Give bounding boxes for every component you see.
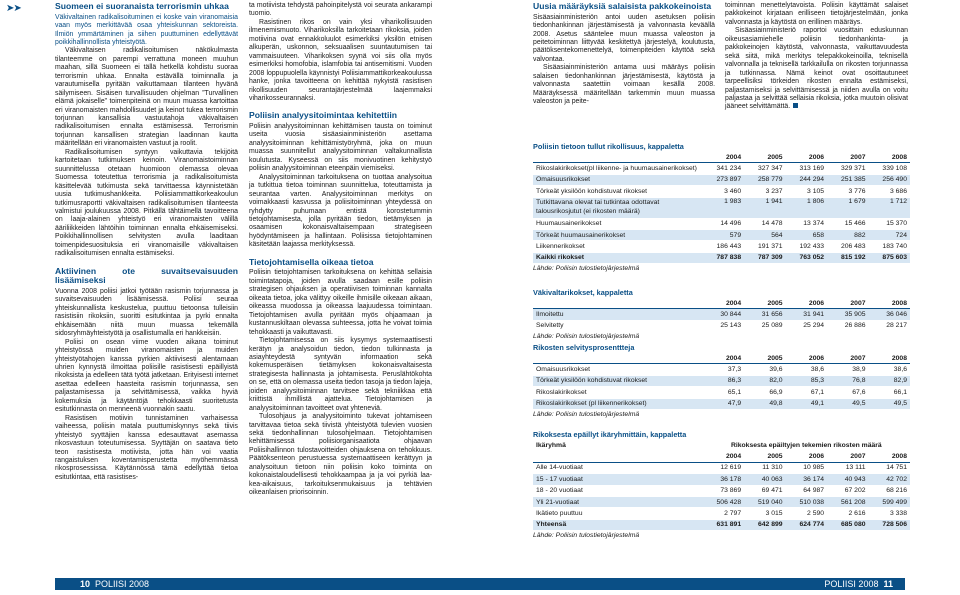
section-title: Aktiivinen ote suvaitsevaisuuden lisäämiseksi	[55, 265, 238, 286]
table-row: 18 - 20 vuotiaat 73 869 69 471 64 987 67 202 68 216	[533, 485, 910, 496]
year-header: 2007	[827, 298, 868, 309]
table-title: Poliisin tietoon tullut rikollisuus, kappaletta	[533, 142, 684, 151]
table-source: Lähde: Poliisin tulostietojärjestelmä	[533, 410, 640, 418]
year-header: 2007	[827, 152, 868, 163]
footer-left	[55, 578, 485, 590]
table-row: Omaisuusrikokset 273 897 258 779 244 294 251 385 256 490	[533, 174, 910, 185]
group-label: Ikäryhmä	[533, 440, 703, 451]
year-header: 2008	[869, 451, 910, 462]
year-header: 2004	[703, 298, 744, 309]
year-header: 2005	[744, 451, 785, 462]
age-group-table	[533, 430, 910, 541]
column-3	[533, 2, 715, 107]
table-source: Lähde: Poliisin tulostietojärjestelmä	[533, 333, 640, 341]
paragraph: toiminnan menettelytavoista. Poliisin käyttämät salaiset pakkokeinot kirjataan erilliseen tietojärjestelmään, jonka valvonnasta ja käytöstä on erillinen määräys.	[725, 2, 908, 26]
table-title: Rikoksesta epäillyt ikäryhmittäin, kappaletta	[533, 430, 687, 439]
paragraph: Vuonna 2008 poliisi jatkoi työtään rasismin torjunnassa ja suvaitsevaisuuden lisäämisessä. Poliisi seuraa yhteiskunnallista keskustelua, puuttuu tietoonsa tulleisiin rasistisiin rikoksiin, suoritti esitutkintaa ja pyrki ennalta ehkäisemään niitä muun muassa tekemällä sidosryhmäyhteistyötä ja osallistumalla eri hankkeisiin.	[55, 287, 238, 338]
publication-name: POLIISI 2008	[95, 579, 150, 589]
table-total-row: Kaikki rikokset 787 838 787 309 763 052 815 192 875 603	[533, 252, 910, 263]
table-header-row	[533, 298, 910, 309]
table-row: Ilmoitettu 30 844 31 656 31 941 35 905 36 046	[533, 309, 910, 320]
table-header-row	[533, 353, 910, 364]
table-row: Törkeät yksilöön kohdistuvat rikokset 3 460 3 237 3 105 3 776 3 686	[533, 186, 910, 197]
year-header: 2006	[786, 298, 827, 309]
table-row: Huumausainerikokset 14 496 14 478 13 374 15 466 15 370	[533, 218, 910, 229]
year-header: 2004	[703, 353, 744, 364]
table-source: Lähde: Poliisin tulostietojärjestelmä	[533, 532, 640, 540]
year-header: 2006	[786, 152, 827, 163]
column-4	[725, 2, 908, 112]
table-total-row: Yhteensä 631 891 642 899 624 774 685 080 728 506	[533, 519, 910, 530]
paragraph: Sisäasiainministeriön antoi uuden asetuksen poliisin tiedonhankinnan järjestämisestä ja valvonnasta keväällä 2008. Asetus sääntelee muun muassa valeoston ja peitetoiminnan liittyvää keskitettyä järjestelyä, koulutusta, päätöksentekomenettelyä, toimenpiteiden käyttöä sekä valvontaa.	[533, 13, 715, 63]
table-row: Rikoslakirikokset (pl liikennerikokset) 47,9 49,8 49,1 49,5 49,5	[533, 398, 910, 409]
year-header: 2005	[744, 298, 785, 309]
section-title: Suomeen ei suoranaista terrorismin uhkaa	[55, 1, 229, 11]
publication-name: POLIISI 2008	[824, 579, 879, 589]
paragraph-text: Sisäasiainministeriö raportoi vuosittain eduskunnan oikeusasiamiehelle poliisin tiedonhankinta- ja pakkokeinojen käytöstä, valvonnasta, vaikuttavuudesta sekä siitä, mikä merkitys telepakkokeinoilla, teknisellä valvonnalla ja teknisellä tarkkailulla on rikosten torjunnassa ja tutkinnassa. Nämä keinot ovat osoittautuneet tarpeellisiksi törkeiden rikosten ennalta estämiseksi, paljastamiseksi ja selvittämisessä ja niiden avulla on voitu paljastaa ja selvittää sellaisia rikoksia, jotka muutoin olisivat jääneet selvittämättä.	[725, 27, 908, 111]
table-row: 15 - 17 vuotiaat 36 178 40 063 36 174 40 943 42 702	[533, 474, 910, 485]
year-header: 2008	[869, 152, 910, 163]
paragraph: Sisäasiainministeriön antama uusi määräys poliisin salaisen tiedonhankinnan järjestämisestä, käytöstä ja valvonnasta saatettiin voimaan kesällä 2008. Määräyksessä määritellään tarkemmin muun muassa valeoston ja peite-	[533, 64, 715, 106]
column-1	[55, 2, 238, 482]
year-header: 2004	[703, 152, 744, 163]
paragraph: Radikalisoitumisen syntyyn vaikuttavia tekijöitä kartoitetaan tutkimuksen keinoin. Viranomaistoiminnan suunnittelussa otetaan huomioon olemassa olevaa Suomessa toteutettua terrorismia ja radikalisoitumista käsittelevää tutkimusta sekä tarvittaessa käynnistetään uusia tutkimushankkeita. Poliisiammattikorkeakoulun tutkimusraportti väkivaltaisen radikalisoitumisen tilanteesta valmistui joulukuussa 2008. Pitkällä tähtäimellä tavoitteena on laaja-alainen yhteistyö eri viranomaisten välillä ääriliikkeiden lähtöihin toiminnan ennalta ehkäisemiseksi. Poikkihallinnollisen selvitysten avulla laaditaan toimenpidesuosituksia eri viranomaisille väkivaltaisen radikalisoitumisen ennalta estämiseksi.	[55, 148, 238, 258]
year-header: 2008	[869, 353, 910, 364]
table-row: Tutkittavana olevat tai tutkintaa odottavat talousrikosjutut (ei rikosten määrä) 1 983 1 941 1 806 1 679 1 712	[533, 197, 910, 218]
table-row: Alle 14-vuotiaat 12 619 11 310 10 985 13 111 14 751	[533, 462, 910, 473]
year-header: 2006	[786, 353, 827, 364]
year-header: 2007	[827, 353, 868, 364]
page-number: 10	[80, 579, 91, 589]
column-2	[249, 2, 432, 498]
page-number: 11	[883, 579, 893, 589]
paragraph: Rasistinen rikos on vain yksi viharikollisuuden ilmenemismuoto. Viharikoksilla tarkoitetaan rikoksia, joiden motiivina ovat ennakkoluulot esimerkiksi yksilön etnisen alkuperän, uskonnon, seksuaalisen suuntautumisen tai vammaisuuteen. Viharikoksen syynä voi siis olla myös esimerkiksi homofobia, islamfobia tai antisemitismi. Vuoden 2008 loppupuolella käynnistyi Poliisiammattikorkeakoulussa hanke, jonka tavoitteena on kehittää nykyistä rasistisen rikollisuuden seurantajärjestelmää laajemmaksi viharikosseurannaksi.	[249, 18, 432, 102]
lead-paragraph: Väkivaltainen radikalisoituminen ei koske vain viranomaisia vaan myös merkittävää osaa yhteiskunnan sektoreista. Ilmiön ymmärtäminen ja siihen puuttuminen edellyttävät poikkihallinnollista yhteistyötä.	[55, 13, 238, 46]
table-row: Omaisuusrikokset 37,3 39,6 38,6 38,9 38,6	[533, 364, 910, 375]
table-row: Yli 21-vuotiaat 506 428 519 040 510 038 561 208 599 499	[533, 496, 910, 507]
table-row: Törkeät yksilöön kohdistuvat rikokset 86,3 82,0 85,3 76,8 82,9	[533, 375, 910, 386]
year-header: 2006	[786, 451, 827, 462]
paragraph: ta motiivista tehdystä pahoinpitelystä voi seurata ankarampi tuomio.	[249, 2, 432, 18]
section-title: Poliisin analyysitoimintaa kehitettiin	[249, 110, 398, 121]
table-group-header-row	[533, 440, 910, 451]
paragraph: Analyysitoiminnan tarkoituksena on tuottaa analysoitua ja tutkittua tietoa toiminnan suunnittelua, toteuttamista ja seurantaa varten. Analyysitoiminnan merkitys on voimakkaasti kasvussa ja poliisitoiminnan yhteydessä on ryhdytty puhumaan entistä korostetummin tietojohtamisesta, jolla pyritään tiedon, tietämyksen ja osaamisen kokonaisvaltaisempaan strategiseen hyödyntämiseen ja hallintaan. Poliisissa tietojohtaminen käsitetään laajassa merkityksessä.	[249, 173, 432, 249]
table-header-row	[533, 451, 910, 462]
table-row: Törkeät huumausainerikokset 579 564 658 882 724	[533, 229, 910, 240]
paragraph: Poliisin analyysitoiminnan kehittämisen tausta on toiminut useita vuosia sisäasiainministeriön asettama analyysitoiminnan kehittämistyöryhmä, joka on muun muassa suunnitellut analyysitoiminnan valtakunnallista koulutusta. Kyseessä on siis monivuotinen kehitystyö poliisin analyysitoiminnan eteenpäin viemiseksi.	[249, 123, 432, 173]
double-arrow-icon: ➤➤	[6, 3, 21, 14]
paragraph: Poliisin tietojohtamisen tarkoituksena on kehittää sellaisia toimintatapoja, joiden avulla saadaan esille poliisin strategisen ohjauksen ja operatiivisen toiminnan kannalta oikeata tietoa, joka välittyy oikeille ihmisille oikeaan aikaan, oikeassa muodossa ja oikeassa laajuudessa toimintaan. Tietojohtamisen avulla pyritään myös ohjaamaan ja kustannuskiltaan olevassa suhteessa, jotta he voivat toimia tehokkaasti ja vaikuttavasti.	[249, 269, 432, 336]
section-title: Tietojohtamisella oikeaa tietoa	[249, 256, 374, 267]
footer-right	[485, 578, 905, 590]
table-title: Rikosten selvitysprosenttteja	[533, 343, 635, 352]
table-source: Lähde: Poliisin tulostietojärjestelmä	[533, 265, 640, 273]
table-header-row	[533, 152, 910, 163]
clearance-rate-table	[533, 343, 910, 420]
paragraph: Väkivaltaisen radikalisoitumisen näkökulmasta tilanteemme on parempi verrattuna moneen muuhun maahan, sillä Suomeen ei tällä hetkellä kohdistu suoraa terrorismin uhkaa. Ennalta estävällä toiminnalla ja varautumisella pyritään vaikuttamaan tilanteen hyvänä säilymiseen. Sisäisen turvallisuuden ohjelman ”Turvallinen elämä jokaiselle” toimenpiteinä on muun muassa kartoittaa eri viranomaisten mahdollisuudet ja keinot tukea terrorismin torjunnan kansallisia vastuutahoja väkivaltaisen radikalisoitumisen ennalta estämisessä. Terrorismin torjunnan kansallisen strategian laadinnan kautta määritellään eri viranomaisten vastuut ja roolit.	[55, 47, 238, 148]
span-label: Rikoksesta epäiltyjen tekemien rikosten määrä	[703, 440, 910, 451]
year-header: 2008	[869, 298, 910, 309]
table-row: Liikennerikokset 186 443 191 371 192 433 206 483 183 740	[533, 241, 910, 252]
paragraph	[725, 27, 908, 112]
table-row: Ikätieto puuttuu 2 797 3 015 2 590 2 616 3 338	[533, 508, 910, 519]
year-header: 2005	[744, 353, 785, 364]
year-header: 2007	[827, 451, 868, 462]
table-row: Rikoslakirikokset 65,1 66,9 67,1 67,6 66,1	[533, 387, 910, 398]
section-title: Uusia määräyksiä salaisista pakkokeinoista	[533, 1, 712, 11]
paragraph: Tulosohjaus ja analyysitoiminto tukevat johtamiseen tarvittavaa tietoa sekä tiivistä yhteistyötä tulevien vuosien sekä tiedonhallinnan tulosohjelmaan. Tietojohtamisen kehittämisessä poliisiorganisaatiota ohjaavan Poliisihallinnon tulostavoitteiden ohjauksena on tehokkuus. Päätöksenteon perustuessa systemaattiseen kerättyyn ja analysoituun tietoon niin poliisin koko toiminta on kokonaistaloudellisesti tehokkaampaa ja ja voi pyrkiä laakea-aikaisuus, tarkoituksenmukaisuus ja tehtävien oikeanlaisen priorisoinnin.	[249, 413, 432, 497]
violent-crime-table	[533, 288, 910, 342]
paragraph: Poliisi on osean viime vuoden aikana toiminut yhteistyössä muiden viranomaisten ja muiden yhteistyötahojen kanssa pyrkien aktiivisesti alentamaan uhrien kynnystä ilmoittaa poliisille rasistisesti epäillyistä rikoksista ja edelleen tätä työtä jatketaan. Erityisesti internet asettaa edelleen haasteita rasismin torjunnassa, sen paljastamisessa ja selvittämisessä, vaikka hyviä kokemuksia ja käytäntöjä tehokkaasti suoritetusta esitutkinnasta on menneenä vuonnakin saatu.	[55, 338, 238, 414]
end-square-icon	[793, 103, 798, 108]
table-row: Selvitetty 25 143 25 089 25 294 26 886 28 217	[533, 320, 910, 331]
paragraph: Rasistisen motiivin tunnistaminen varhaisessa vaiheessa, poliisin matala puuttumiskynnys sekä tiivis yhteistyö syyttäjien kanssa edesauttavat asemassa rikosvastuun toteutumisessa. Syyttäjän on saatava tieto teon rasistisesta motiivista, jotta hän voi vaatia rangaistuksen koventamisperustetta myöhemmässä rikosprosessissa. Käytännössä tämä edellyttää tietoa esitutkintaa, että rasistises-	[55, 414, 238, 481]
table-title: Väkivaltarikokset, kappaletta	[533, 288, 633, 297]
table-row: Rikoslakirikokset(pl liikenne- ja huumausainerikokset) 341 234 327 347 313 169 329 371 339 108	[533, 163, 910, 174]
crime-statistics-table	[533, 142, 910, 274]
year-header: 2005	[744, 152, 785, 163]
paragraph: Tietojohtamisessa on siis kysymys systemaattisesti kerätyn ja analysoidun tiedon, tiedon tulkinnasta ja asiayhteydestä syntyvän informaation sekä kokemusperäisen tietämyksen kokonaisvaltaisesta strategisesta hallinnasta ja johtamisesta. Peruslähtökohta on se, että on olemassa useita tiedon tasoja ja tiedon lajeja, joiden analyysitoiminnan tarvitsee sekä tekniikkaa että kriittistä ihmillistä ajattelua. Tietojohtamisen ja analyysitoiminnan tavoitteet ovat yhteneviä.	[249, 337, 432, 412]
year-header: 2004	[703, 451, 744, 462]
